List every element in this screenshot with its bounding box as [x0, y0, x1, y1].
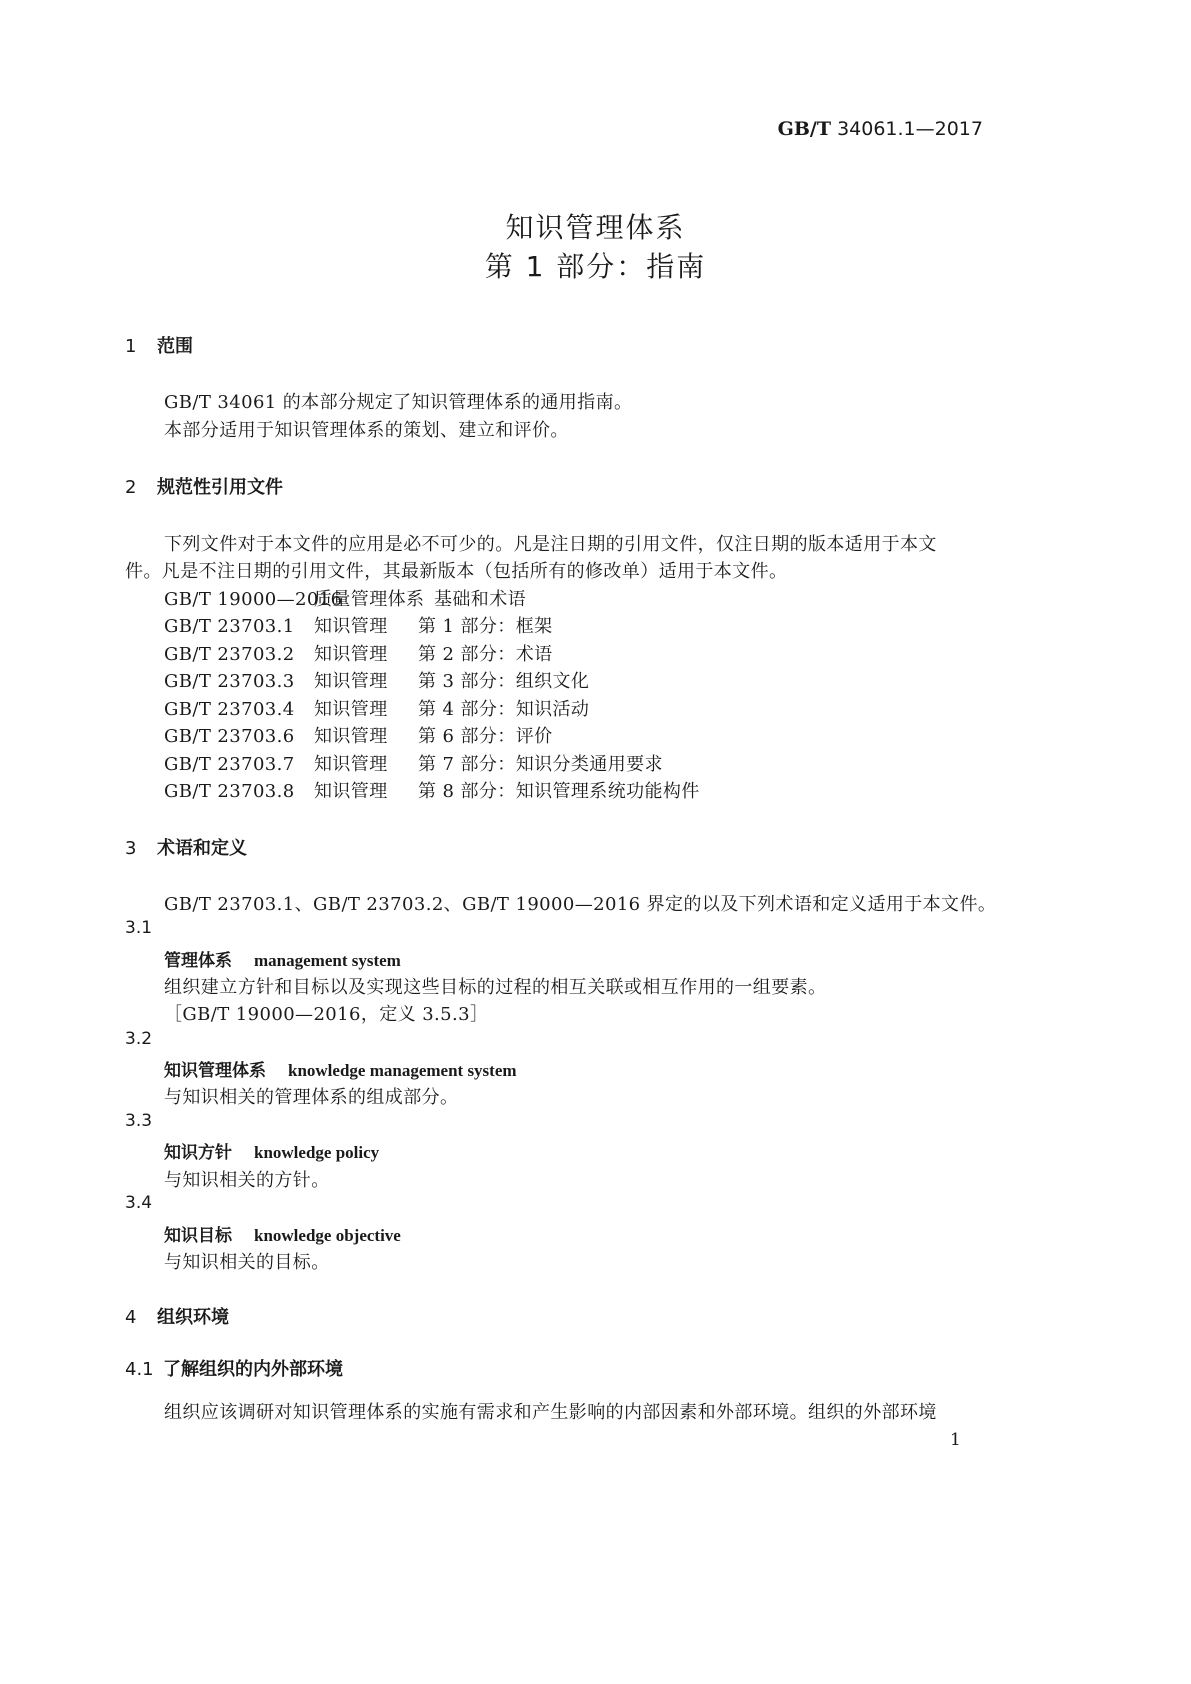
reference-item: GB/T 23703.6 知识管理 第 6 部分：评价	[164, 726, 553, 747]
section-1-paragraph-1: GB/T 34061 的本部分规定了知识管理体系的通用指南。	[164, 392, 633, 413]
term-heading: 管理体系 management system	[164, 951, 401, 971]
term-heading: 知识目标 knowledge objective	[164, 1226, 401, 1246]
term-definition: 与知识相关的方针。	[164, 1170, 330, 1191]
reference-item: GB/T 19000—2016质量管理体系 基础和术语	[164, 589, 526, 610]
section-4-1-paragraph: 组织应该调研对知识管理体系的实施有需求和产生影响的内部因素和外部环境。组织的外部环境	[164, 1402, 937, 1423]
term-source: ［GB/T 19000—2016，定义 3.5.3］	[164, 1004, 489, 1025]
reference-item: GB/T 23703.8 知识管理 第 8 部分：知识管理系统功能构件	[164, 781, 700, 802]
term-number: 3.3	[125, 1111, 153, 1131]
section-1-paragraph-2: 本部分适用于知识管理体系的策划、建立和评价。	[164, 420, 569, 441]
term-definition: 组织建立方针和目标以及实现这些目标的过程的相互关联或相互作用的一组要素。	[164, 977, 827, 998]
section-1-heading: 1 范围	[125, 336, 193, 357]
reference-item: GB/T 23703.3 知识管理 第 3 部分：组织文化	[164, 671, 590, 692]
reference-item: GB/T 23703.2 知识管理 第 2 部分：术语	[164, 644, 553, 665]
document-title: 知识管理体系	[505, 211, 686, 244]
section-2-paragraph-line-2: 件。凡是不注日期的引用文件，其最新版本（包括所有的修改单）适用于本文件。	[125, 561, 788, 582]
section-2-heading: 2 规范性引用文件	[125, 477, 283, 498]
term-number: 3.1	[125, 918, 153, 938]
reference-item: GB/T 23703.7 知识管理 第 7 部分：知识分类通用要求	[164, 754, 663, 775]
section-3-intro: GB/T 23703.1、GB/T 23703.2、GB/T 19000—2016 界定的以及下列术语和定义适用于本文件。	[164, 894, 997, 915]
term-number: 3.4	[125, 1193, 153, 1213]
term-heading: 知识管理体系 knowledge management system	[164, 1061, 517, 1081]
term-number: 3.2	[125, 1029, 153, 1049]
section-4-1-heading: 4.1 了解组织的内外部环境	[125, 1359, 343, 1380]
section-4-heading: 4 组织环境	[125, 1307, 229, 1328]
standard-number-header: GB/T 34061.1—2017	[777, 118, 983, 140]
term-definition: 与知识相关的目标。	[164, 1252, 330, 1273]
section-3-heading: 3 术语和定义	[125, 838, 247, 859]
section-2-paragraph-line-1: 下列文件对于本文件的应用是必不可少的。凡是注日期的引用文件，仅注日期的版本适用于本文	[164, 534, 937, 555]
reference-item: GB/T 23703.4 知识管理 第 4 部分：知识活动	[164, 699, 590, 720]
reference-item: GB/T 23703.1 知识管理 第 1 部分：框架	[164, 616, 553, 637]
term-heading: 知识方针 knowledge policy	[164, 1143, 380, 1163]
page-number: 1	[950, 1430, 961, 1450]
term-definition: 与知识相关的管理体系的组成部分。	[164, 1087, 459, 1108]
document-subtitle: 第 1 部分：指南	[484, 250, 707, 283]
